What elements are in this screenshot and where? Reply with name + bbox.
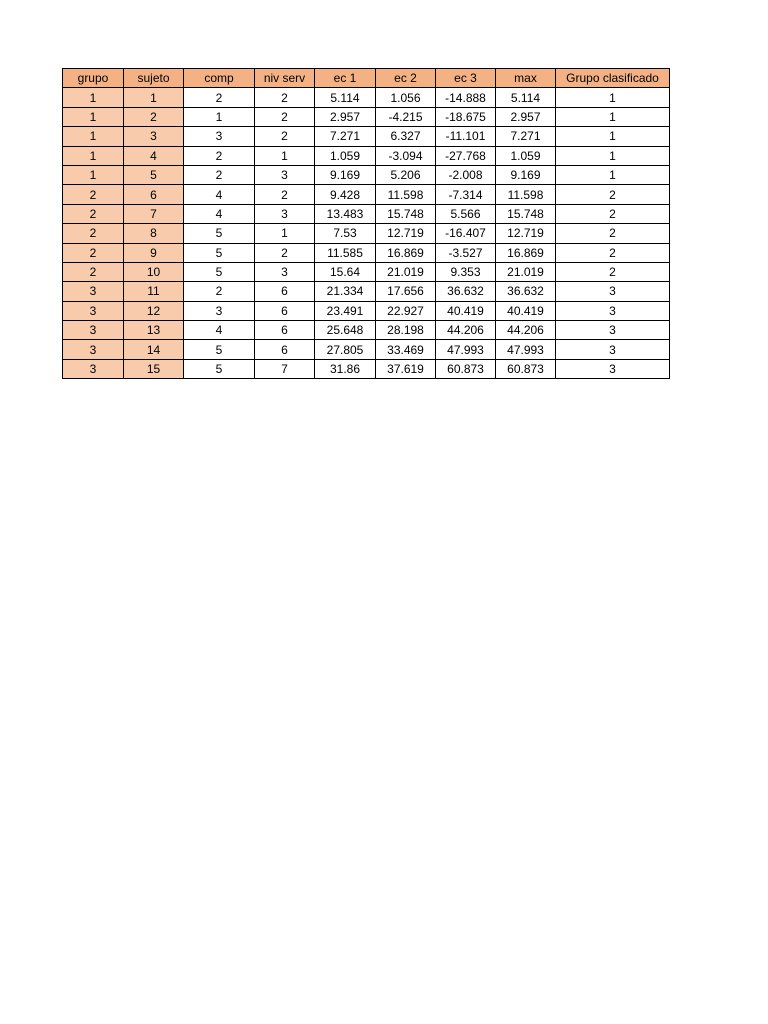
table-cell[interactable]: -16.407 <box>436 224 496 243</box>
table-row <box>63 224 670 243</box>
table-cell[interactable]: 3 <box>556 282 670 301</box>
table-cell[interactable]: 60.873 <box>436 359 496 378</box>
table-cell[interactable]: 3 <box>255 204 315 223</box>
table-row <box>63 321 670 340</box>
table-cell[interactable]: 1 <box>63 165 124 184</box>
data-table <box>62 68 670 379</box>
table-cell[interactable]: -14.888 <box>436 88 496 107</box>
table-cell[interactable]: 3 <box>556 340 670 359</box>
table-cell[interactable]: 47.993 <box>496 340 556 359</box>
table-cell[interactable]: 44.206 <box>496 321 556 340</box>
table-cell[interactable]: 4 <box>184 204 255 223</box>
table-cell[interactable]: 9.353 <box>436 262 496 281</box>
table-cell[interactable]: 15 <box>124 359 184 378</box>
table-row <box>63 282 670 301</box>
table-cell[interactable]: 6.327 <box>376 127 436 146</box>
table-cell[interactable]: 3 <box>124 127 184 146</box>
table-cell[interactable]: 31.86 <box>315 359 376 378</box>
table-cell[interactable]: 12.719 <box>376 224 436 243</box>
table-cell[interactable]: 44.206 <box>436 321 496 340</box>
table-cell[interactable]: 2 <box>255 88 315 107</box>
table-cell[interactable]: 9.428 <box>315 185 376 204</box>
table-cell[interactable]: 2 <box>556 262 670 281</box>
table-body <box>63 88 670 379</box>
table-cell[interactable]: 11.598 <box>376 185 436 204</box>
table-cell[interactable]: 2 <box>184 88 255 107</box>
table-cell[interactable]: 1 <box>63 127 124 146</box>
table-cell[interactable]: 21.334 <box>315 282 376 301</box>
table-cell[interactable]: 11.585 <box>315 243 376 262</box>
table-cell[interactable]: 1 <box>556 88 670 107</box>
table-cell[interactable]: 9 <box>124 243 184 262</box>
table-cell[interactable]: 5 <box>184 224 255 243</box>
table-cell[interactable]: 9.169 <box>496 165 556 184</box>
table-row <box>63 243 670 262</box>
table-row <box>63 146 670 165</box>
table-cell[interactable]: -18.675 <box>436 107 496 126</box>
table-row <box>63 107 670 126</box>
table-cell[interactable]: 15.748 <box>496 204 556 223</box>
table-cell[interactable]: 2 <box>255 107 315 126</box>
table-cell[interactable]: 3 <box>556 359 670 378</box>
table-cell[interactable]: 60.873 <box>496 359 556 378</box>
table-cell[interactable]: 3 <box>63 340 124 359</box>
table-cell[interactable]: 7.271 <box>496 127 556 146</box>
table-cell[interactable]: 3 <box>255 262 315 281</box>
table-cell[interactable]: 36.632 <box>436 282 496 301</box>
table-cell[interactable]: 2 <box>124 107 184 126</box>
table-cell[interactable]: 3 <box>556 301 670 320</box>
table-cell[interactable]: -3.094 <box>376 146 436 165</box>
table-cell[interactable]: 1 <box>63 146 124 165</box>
table-cell[interactable]: -3.527 <box>436 243 496 262</box>
table-cell[interactable]: 4 <box>184 321 255 340</box>
table-cell[interactable]: 1.059 <box>315 146 376 165</box>
table-cell[interactable]: 40.419 <box>436 301 496 320</box>
table-cell[interactable]: 1 <box>556 146 670 165</box>
table-cell[interactable]: 27.805 <box>315 340 376 359</box>
table-cell[interactable]: 22.927 <box>376 301 436 320</box>
table-cell[interactable]: 1 <box>255 224 315 243</box>
table-row <box>63 359 670 378</box>
table-cell[interactable]: 13.483 <box>315 204 376 223</box>
table-cell[interactable]: 1 <box>184 107 255 126</box>
table-cell[interactable]: -27.768 <box>436 146 496 165</box>
table-cell[interactable]: 37.619 <box>376 359 436 378</box>
table-row <box>63 88 670 107</box>
table-row <box>63 204 670 223</box>
table-cell[interactable]: 5 <box>184 340 255 359</box>
table-cell[interactable]: 2 <box>556 185 670 204</box>
table-cell[interactable]: 6 <box>255 340 315 359</box>
table-cell[interactable]: 14 <box>124 340 184 359</box>
table-cell[interactable]: 7.53 <box>315 224 376 243</box>
column-header[interactable]: grupo <box>63 69 124 88</box>
table-cell[interactable]: 13 <box>124 321 184 340</box>
table-cell[interactable]: 2 <box>556 224 670 243</box>
table-cell[interactable]: 1 <box>556 107 670 126</box>
table-cell[interactable]: 5 <box>184 243 255 262</box>
table-cell[interactable]: 3 <box>556 321 670 340</box>
table-cell[interactable]: 6 <box>124 185 184 204</box>
table-cell[interactable]: 3 <box>63 301 124 320</box>
table-cell[interactable]: 3 <box>255 165 315 184</box>
table-cell[interactable]: 2.957 <box>496 107 556 126</box>
table-cell[interactable]: 3 <box>63 359 124 378</box>
table-cell[interactable]: 2 <box>63 262 124 281</box>
table-cell[interactable]: 15.748 <box>376 204 436 223</box>
table-cell[interactable]: 2 <box>184 282 255 301</box>
table-header-row <box>63 69 670 88</box>
column-header[interactable]: ec 2 <box>376 69 436 88</box>
column-header[interactable]: Grupo clasificado <box>556 69 670 88</box>
table-cell[interactable]: 28.198 <box>376 321 436 340</box>
table-cell[interactable]: 5.566 <box>436 204 496 223</box>
table-cell[interactable]: 6 <box>255 321 315 340</box>
table-cell[interactable]: 1.056 <box>376 88 436 107</box>
table-cell[interactable]: 15.64 <box>315 262 376 281</box>
table-row <box>63 340 670 359</box>
column-header[interactable]: comp <box>184 69 255 88</box>
table-cell[interactable]: 1 <box>556 127 670 146</box>
table-cell[interactable]: 16.869 <box>496 243 556 262</box>
table-cell[interactable]: 5.114 <box>496 88 556 107</box>
table-cell[interactable]: 2.957 <box>315 107 376 126</box>
table-cell[interactable]: 3 <box>184 127 255 146</box>
column-header[interactable]: max <box>496 69 556 88</box>
table-cell[interactable]: 33.469 <box>376 340 436 359</box>
table-cell[interactable]: 25.648 <box>315 321 376 340</box>
table-cell[interactable]: 2 <box>63 204 124 223</box>
table-cell[interactable]: -2.008 <box>436 165 496 184</box>
table-cell[interactable]: 12.719 <box>496 224 556 243</box>
table-row <box>63 185 670 204</box>
table-cell[interactable]: 2 <box>255 127 315 146</box>
table-cell[interactable]: 40.419 <box>496 301 556 320</box>
table-cell[interactable]: 2 <box>63 185 124 204</box>
table-cell[interactable]: 5 <box>184 359 255 378</box>
table-cell[interactable]: 47.993 <box>436 340 496 359</box>
column-header[interactable]: ec 3 <box>436 69 496 88</box>
table-cell[interactable]: -7.314 <box>436 185 496 204</box>
table-cell[interactable]: 2 <box>255 243 315 262</box>
table-row <box>63 262 670 281</box>
table-cell[interactable]: 5.114 <box>315 88 376 107</box>
table-cell[interactable]: 3 <box>184 301 255 320</box>
table-cell[interactable]: 2 <box>556 243 670 262</box>
table-cell[interactable]: 2 <box>63 243 124 262</box>
column-header[interactable]: sujeto <box>124 69 184 88</box>
table-cell[interactable]: 7 <box>255 359 315 378</box>
table-cell[interactable]: 21.019 <box>376 262 436 281</box>
column-header[interactable]: niv serv <box>255 69 315 88</box>
table-cell[interactable]: 4 <box>184 185 255 204</box>
column-header[interactable]: ec 1 <box>315 69 376 88</box>
table-cell[interactable]: 11 <box>124 282 184 301</box>
table-cell[interactable]: 16.869 <box>376 243 436 262</box>
table-cell[interactable]: 2 <box>255 185 315 204</box>
table-cell[interactable]: 12 <box>124 301 184 320</box>
table-cell[interactable]: 1 <box>63 88 124 107</box>
table-cell[interactable]: 1.059 <box>496 146 556 165</box>
table-cell[interactable]: 5.206 <box>376 165 436 184</box>
table-cell[interactable]: 36.632 <box>496 282 556 301</box>
table-cell[interactable]: 1 <box>63 107 124 126</box>
table-cell[interactable]: 8 <box>124 224 184 243</box>
table-cell[interactable]: 21.019 <box>496 262 556 281</box>
table-cell[interactable]: 17.656 <box>376 282 436 301</box>
table-cell[interactable]: 1 <box>124 88 184 107</box>
table-cell[interactable]: -11.101 <box>436 127 496 146</box>
table-cell[interactable]: 6 <box>255 282 315 301</box>
table-cell[interactable]: 3 <box>63 282 124 301</box>
table-cell[interactable]: 1 <box>255 146 315 165</box>
table-row <box>63 165 670 184</box>
table-cell[interactable]: 3 <box>63 321 124 340</box>
table-cell[interactable]: 9.169 <box>315 165 376 184</box>
table-cell[interactable]: 2 <box>556 204 670 223</box>
table-cell[interactable]: 7.271 <box>315 127 376 146</box>
table-cell[interactable]: 6 <box>255 301 315 320</box>
table-cell[interactable]: 1 <box>556 165 670 184</box>
table-cell[interactable]: 7 <box>124 204 184 223</box>
table-cell[interactable]: 10 <box>124 262 184 281</box>
table-row <box>63 127 670 146</box>
table-row <box>63 301 670 320</box>
table-cell[interactable]: 23.491 <box>315 301 376 320</box>
table-cell[interactable]: 5 <box>184 262 255 281</box>
table-cell[interactable]: 4 <box>124 146 184 165</box>
table-cell[interactable]: -4.215 <box>376 107 436 126</box>
table-cell[interactable]: 2 <box>184 165 255 184</box>
table-cell[interactable]: 5 <box>124 165 184 184</box>
spreadsheet-table-container <box>62 68 670 379</box>
table-cell[interactable]: 2 <box>184 146 255 165</box>
table-cell[interactable]: 2 <box>63 224 124 243</box>
table-cell[interactable]: 11.598 <box>496 185 556 204</box>
